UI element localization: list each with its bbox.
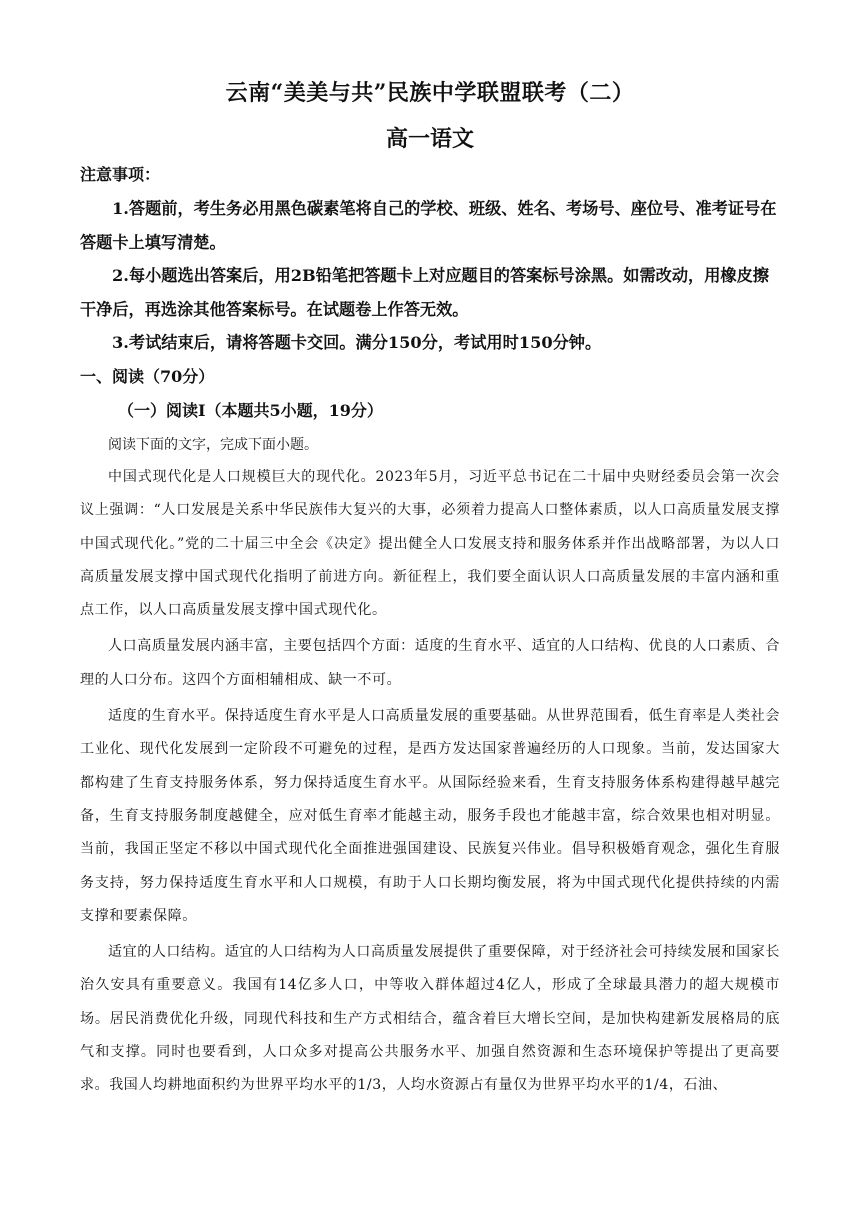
passage-paragraph-2: 人口高质量发展内涵丰富，主要包括四个方面：适度的生育水平、适宜的人口结构、优良的人口素质、合理的人口分布。这四个方面相辅相成、缺一不可。 [80, 638, 780, 688]
passage-paragraph-1: 中国式现代化是人口规模巨大的现代化。2023年5月，习近平总书记在二十届中央财经委员会第一次会议上强调：“人口发展是关系中华民族伟大复兴的大事，必须着力提高人口整体素质，以人口高质量发展支撑中国式现代化。”党的二十届三中全会《决定》提出健全人口发展支持和服务体系并作出战略部署，为以人口高质量发展支撑中国式现代化指明了前进方向。新征程上，我们要全面认识人口高质量发展的丰富内涵和重点工作，以人口高质量发展支撑中国式现代化。 [80, 469, 780, 619]
section-heading: 一、阅读（70分） [80, 367, 215, 386]
exam-subject: 高一语文 [385, 126, 474, 152]
reading-instruction: 阅读下面的文字，完成下面小题。 [108, 437, 318, 453]
passage-paragraph-4: 适宜的人口结构。适宜的人口结构为人口高质量发展提供了重要保障，对于经济社会可持续发展和国家长治久安具有重要意义。我国有14亿多人口，中等收入群体超过4亿人，形成了全球最具潜力的超大规模市场。居民消费优化升级，同现代科技和生产方式相结合，蕴含着巨大增长空间，是加快构建新发展格局的底气和支撑。同时也要看到，人口众多对提高公共服务水平、加强自然资源和生态环境保护等提出了更高要求。我国人均耕地面积约为世界平均水平的1/3，人均水资源占有量仅为世界平均水平的1/4，石油、 [80, 944, 780, 1094]
notice-item-3: 3.考试结束后，请将答题卡交回。满分150分，考试用时150分钟。 [112, 333, 602, 352]
passage-paragraph-3: 适度的生育水平。保持适度生育水平是人口高质量发展的重要基础。从世界范围看，低生育率是人类社会工业化、现代化发展到一定阶段不可避免的过程，是西方发达国家普遍经历的人口现象。当前，发达国家大都构建了生育支持服务体系，努力保持适度生育水平。从国际经验来看，生育支持服务体系构建得越早越完备，生育支持服务制度越健全，应对低生育率才能越主动，服务手段也才能越丰富，综合效果也相对明显。当前，我国正坚定不移以中国式现代化全面推进强国建设、民族复兴伟业。倡导积极婚育观念，强化生育服务支持，努力保持适度生育水平和人口规模，有助于人口长期均衡发展，将为中国式现代化提供持续的内需支撑和要素保障。 [80, 708, 780, 924]
notice-item-2: 2.每小题选出答案后，用2B铅笔把答题卡上对应题目的答案标号涂黑。如需改动，用橡皮擦干净后，再选涂其他答案标号。在试题卷上作答无效。 [80, 266, 769, 319]
subsection-heading: （一）阅读Ⅰ（本题共5小题，19分） [118, 401, 383, 420]
notice-heading: 注意事项： [80, 165, 161, 184]
exam-title: 云南“美美与共”民族中学联盟联考（二） [225, 80, 635, 106]
notice-item-1: 1.答题前，考生务必用黑色碳素笔将自己的学校、班级、姓名、考场号、座位号、准考证号在答题卡上填写清楚。 [80, 199, 777, 252]
reading-passage [80, 461, 780, 1106]
